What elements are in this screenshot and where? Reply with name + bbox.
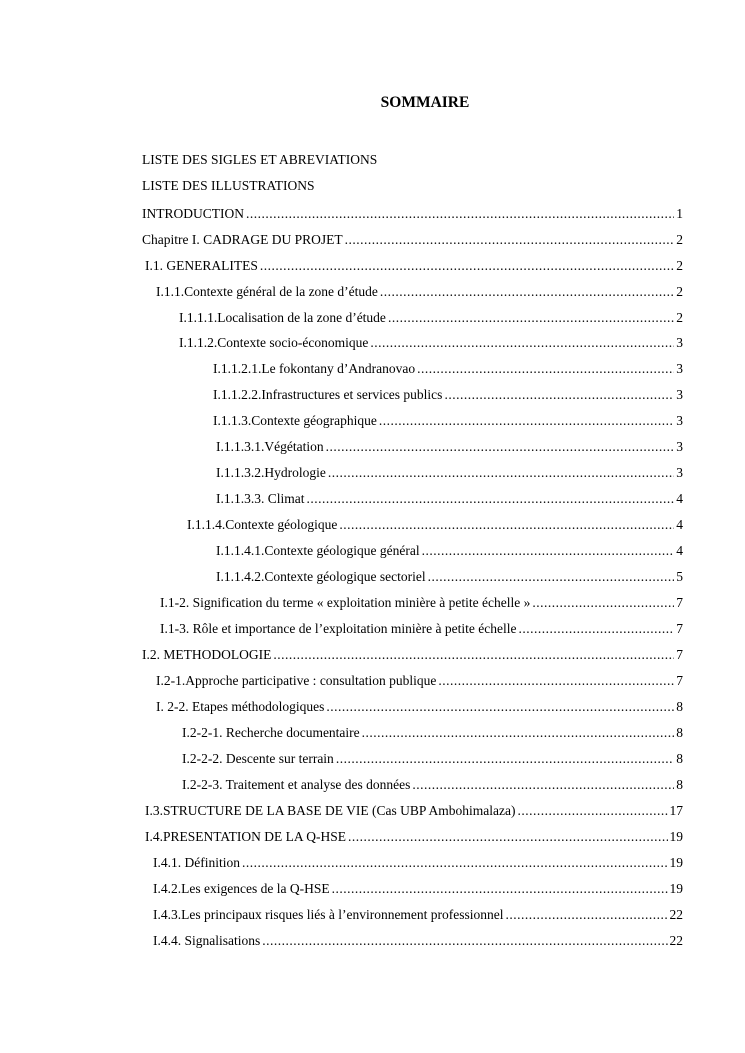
toc-entry: [182, 775, 683, 795]
toc-entry: [216, 567, 683, 587]
toc-entry-page: 3: [676, 335, 683, 350]
toc-entry-page: 8: [676, 777, 683, 792]
toc-entry-label: I.1.1.2.1.Le fokontany d’Andranovao: [213, 361, 416, 376]
toc-entry-label: I.1.1.1.Localisation de la zone d’étude: [179, 310, 386, 325]
toc-entry: [145, 827, 683, 847]
toc-leader-dots: [326, 437, 675, 457]
toc-entry-label: I.1.1.3.1.Végétation: [216, 439, 324, 454]
toc-entry-label: I.2-2-2. Descente sur terrain: [182, 751, 334, 766]
toc-entry-label: I.3.STRUCTURE DE LA BASE DE VIE (Cas UBP Ambohimalaza): [145, 803, 516, 818]
toc-entry-label: I. 2-2. Etapes méthodologiques: [156, 699, 325, 714]
toc-entry-page: 3: [676, 439, 683, 454]
toc-leader-dots: [417, 359, 674, 379]
toc-entry-label: I.1.1.2.Contexte socio-économique: [179, 335, 369, 350]
toc-entry: [187, 515, 683, 535]
toc-leader-dots: [428, 567, 675, 587]
toc-entry: [156, 282, 683, 302]
toc-entry-page: 22: [669, 907, 683, 922]
toc-entry-page: 4: [676, 491, 683, 506]
toc-entry-page: 7: [676, 595, 683, 610]
toc-leader-dots: [444, 385, 674, 405]
toc-entry-label: I.4.4. Signalisations: [153, 933, 261, 948]
toc-leader-dots: [345, 230, 675, 250]
toc-entry-page: 7: [676, 673, 683, 688]
toc-entry-page: 2: [676, 310, 683, 325]
toc-leader-dots: [332, 879, 668, 899]
toc-leader-dots: [307, 489, 675, 509]
toc-leader-dots: [517, 801, 667, 821]
toc-leader-dots: [336, 749, 674, 769]
toc-entry-label: I.4.1. Définition: [153, 855, 240, 870]
toc-entry: [153, 905, 683, 925]
toc-entry-label: I.1.1.4.1.Contexte géologique général: [216, 543, 420, 558]
toc-entry-label: I.1.1.4.2.Contexte géologique sectoriel: [216, 569, 426, 584]
toc-leader-dots: [273, 645, 674, 665]
toc-leader-dots: [518, 619, 674, 639]
toc-entry-label: I.1.1.Contexte général de la zone d’étude: [156, 284, 378, 299]
toc-leader-dots: [260, 256, 674, 276]
toc-entry-label: INTRODUCTION: [142, 206, 244, 221]
toc-entry-label: I.1.1.3.2.Hydrologie: [216, 465, 326, 480]
toc-entry-label: I.2-1.Approche participative : consultation publique: [156, 673, 437, 688]
list-sigles-heading: LISTE DES SIGLES ET ABREVIATIONS: [142, 152, 378, 167]
toc-entry: [182, 749, 683, 769]
toc-entry-label: I.4.PRESENTATION DE LA Q-HSE: [145, 829, 347, 844]
toc-leader-dots: [438, 671, 674, 691]
toc-entry: [179, 333, 683, 353]
toc-entry: [216, 463, 683, 483]
toc-leader-dots: [262, 931, 667, 951]
toc-entry-page: 4: [676, 517, 683, 532]
toc-leader-dots: [412, 775, 674, 795]
toc-entry-label: I.4.2.Les exigences de la Q-HSE: [153, 881, 330, 896]
toc-entry: [153, 931, 683, 951]
toc-entry: [179, 308, 683, 328]
toc-entry: [156, 671, 683, 691]
toc-entry-label: I.1.1.3.3. Climat: [216, 491, 305, 506]
toc-entry: [213, 359, 683, 379]
toc-entry: [145, 801, 683, 821]
list-illustrations-heading: LISTE DES ILLUSTRATIONS: [142, 178, 315, 193]
toc-entry-page: 8: [676, 751, 683, 766]
toc-entry-label: I.2-2-3. Traitement et analyse des données: [182, 777, 411, 792]
toc-entry-label: I.2. METHODOLOGIE: [142, 647, 272, 662]
toc-entry-page: 22: [669, 933, 683, 948]
toc-entry-page: 8: [676, 725, 683, 740]
toc-entry-page: 2: [676, 232, 683, 247]
toc-entry-page: 3: [676, 361, 683, 376]
toc-leader-dots: [380, 282, 674, 302]
toc-entry-page: 8: [676, 699, 683, 714]
toc-entry-label: I.1. GENERALITES: [145, 258, 258, 273]
toc-entry-page: 1: [676, 206, 683, 221]
toc-leader-dots: [242, 853, 668, 873]
toc-leader-dots: [326, 697, 674, 717]
toc-entry: [213, 385, 683, 405]
toc-leader-dots: [362, 723, 675, 743]
toc-leader-dots: [348, 827, 667, 847]
toc-entry-page: 3: [676, 413, 683, 428]
toc-entry: [216, 541, 683, 561]
toc-entry-label: I.4.3.Les principaux risques liés à l’environnement professionnel: [153, 907, 504, 922]
toc-entry: [216, 437, 683, 457]
toc-entry: [153, 853, 683, 873]
toc-entry-label: I.1-2. Signification du terme « exploitation minière à petite échelle »: [160, 595, 531, 610]
toc-entry-label: I.1.1.4.Contexte géologique: [187, 517, 338, 532]
toc-entry-page: 2: [676, 284, 683, 299]
toc-leader-dots: [532, 593, 674, 613]
toc-entry-page: 3: [676, 465, 683, 480]
toc-entry: [216, 489, 683, 509]
toc-entry: [153, 879, 683, 899]
toc-entry: [182, 723, 683, 743]
toc-entry-label: I.2-2-1. Recherche documentaire: [182, 725, 360, 740]
toc-entry-page: 4: [676, 543, 683, 558]
toc-entry-label: I.1.1.2.2.Infrastructures et services publics: [213, 387, 443, 402]
toc-entry: [142, 230, 683, 250]
toc-entry-page: 17: [669, 803, 683, 818]
toc-entry: [145, 256, 683, 276]
toc-entry: [213, 411, 683, 431]
toc-entry: [156, 697, 683, 717]
toc-entry-page: 3: [676, 387, 683, 402]
toc-entry-page: 5: [676, 569, 683, 584]
toc-leader-dots: [246, 204, 674, 224]
toc-leader-dots: [328, 463, 674, 483]
toc-leader-dots: [379, 411, 674, 431]
toc-entry-page: 7: [676, 621, 683, 636]
toc-entry-page: 19: [669, 855, 683, 870]
toc-entry-label: I.1-3. Rôle et importance de l’exploitation minière à petite échelle: [160, 621, 517, 636]
toc-entry-page: 2: [676, 258, 683, 273]
toc-leader-dots: [339, 515, 674, 535]
toc-entry: [160, 619, 683, 639]
toc-entry-page: 19: [669, 881, 683, 896]
toc-entry-page: 19: [669, 829, 683, 844]
page-title: SOMMAIRE: [380, 94, 470, 111]
toc-entry: [142, 204, 683, 224]
toc-entry-label: Chapitre I. CADRAGE DU PROJET: [142, 232, 343, 247]
toc-entry-page: 7: [676, 647, 683, 662]
toc-entry: [160, 593, 683, 613]
toc-leader-dots: [370, 333, 674, 353]
toc-entry: [142, 645, 683, 665]
toc-entry-label: I.1.1.3.Contexte géographique: [213, 413, 377, 428]
toc-leader-dots: [388, 308, 674, 328]
toc-leader-dots: [506, 905, 668, 925]
toc-leader-dots: [422, 541, 675, 561]
